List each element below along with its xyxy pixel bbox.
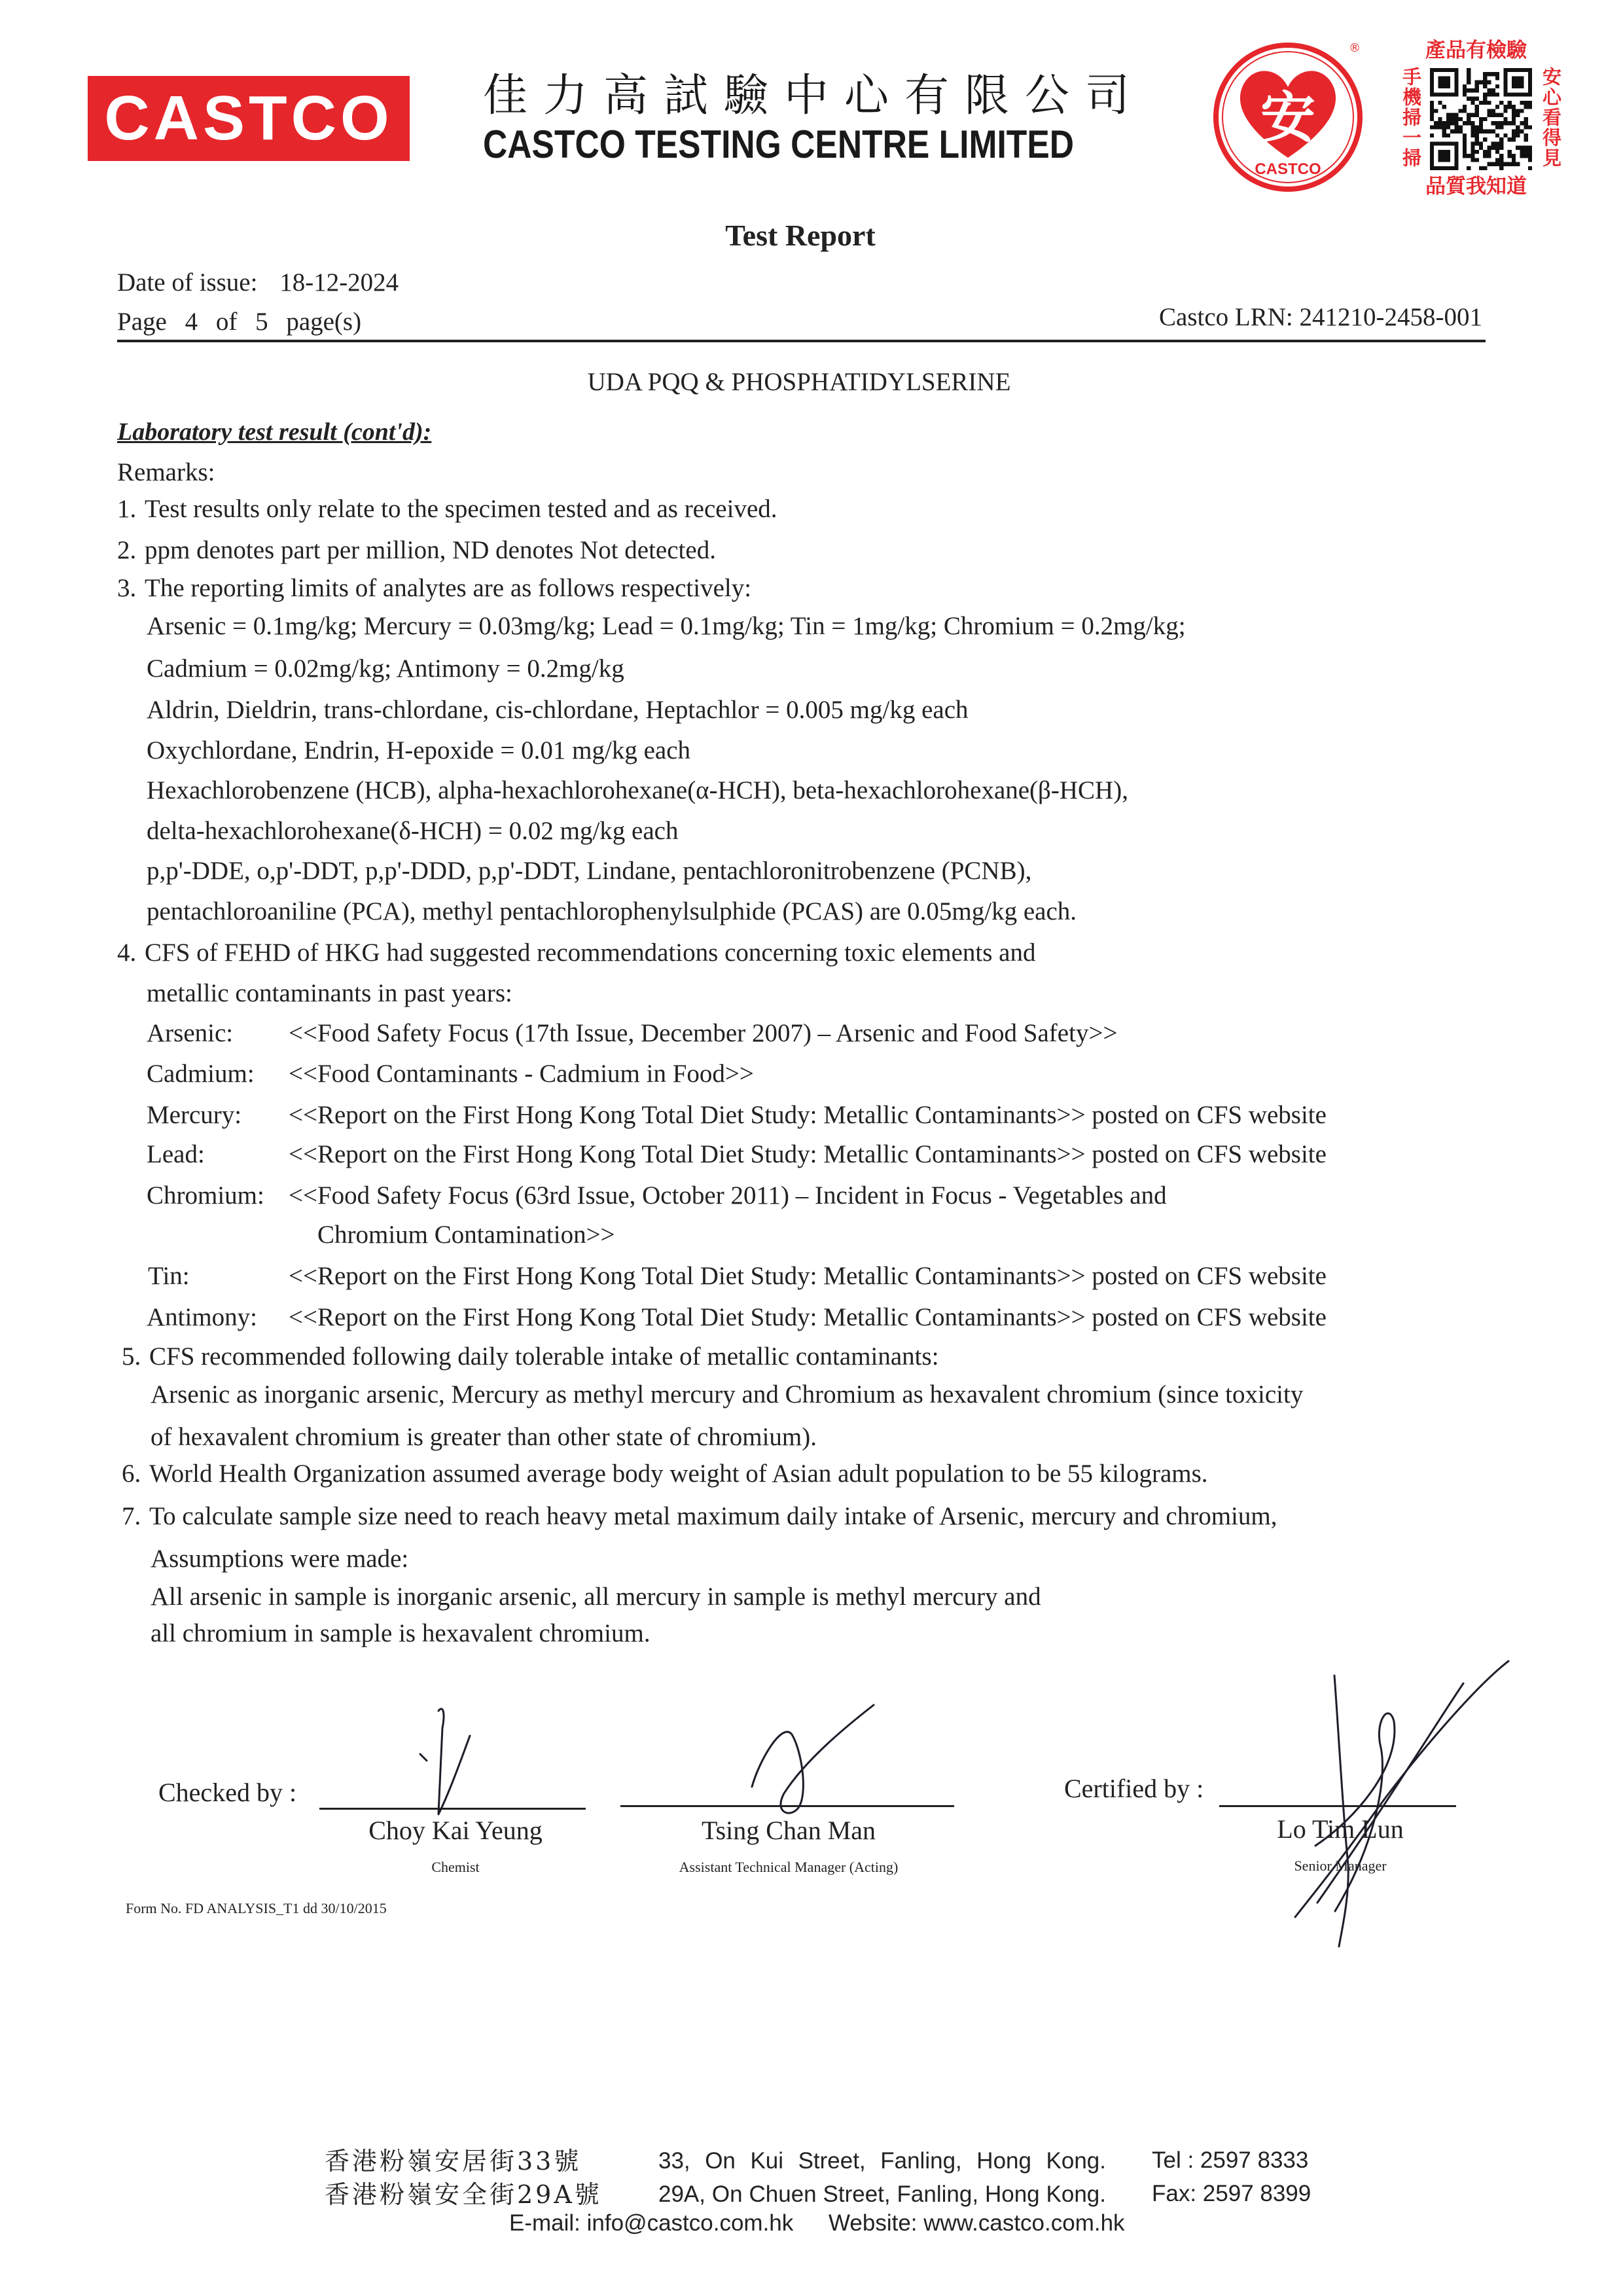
remark-continuation: all chromium in sample is hexavalent chromium.: [151, 1619, 651, 1647]
remark-text: Test results only relate to the specimen tested and as received.: [145, 495, 777, 523]
reference-text: <<Food Safety Focus (17th Issue, December 2007) – Arsenic and Food Safety>>: [289, 1019, 1118, 1047]
reference-label: Lead:: [147, 1140, 205, 1168]
issue-date-label: Date of issue:: [117, 268, 258, 296]
lrn-label: Castco LRN:: [1159, 303, 1293, 331]
qr-code-icon[interactable]: [1430, 68, 1532, 170]
remark-text: To calculate sample size need to reach heavy metal maximum daily intake of Arsenic, mercury and chromium,: [149, 1502, 1277, 1530]
signature-stroke: [438, 1736, 470, 1814]
remark-number: 2.: [117, 536, 137, 564]
remark-number: 4.: [117, 939, 137, 967]
page-of: of: [215, 308, 238, 336]
reporting-limit-line: Aldrin, Dieldrin, trans-chlordane, cis-chlordane, Heptachlor = 0.005 mg/kg each: [147, 696, 969, 724]
seal-text: CASTCO: [1255, 160, 1321, 178]
remark-continuation: metallic contaminants in past years:: [147, 979, 512, 1007]
qr-caption-left: 手機掃一掃: [1400, 67, 1422, 168]
signatory-title: Senior Manager: [1294, 1857, 1387, 1874]
remark-item-7: [122, 1501, 1277, 1532]
remark-number: 1.: [117, 495, 137, 523]
signatory-name: Lo Tim Lun: [1277, 1814, 1404, 1844]
signature-stroke: [420, 1754, 427, 1761]
remark-text: ppm denotes part per million, ND denotes Not detected.: [145, 536, 716, 564]
footer-email[interactable]: E-mail: info@castco.com.hk: [509, 2210, 794, 2236]
remarks-label: Remarks:: [117, 458, 215, 486]
footer-website[interactable]: Website: www.castco.com.hk: [829, 2210, 1125, 2236]
signature-stroke: [1334, 1676, 1348, 1946]
logo-text: CASTCO: [104, 83, 393, 153]
signature-stroke: [752, 1705, 874, 1813]
remark-number: 3.: [117, 574, 137, 602]
signature-tsing: [733, 1689, 890, 1820]
signatory-name: Tsing Chan Man: [701, 1816, 876, 1845]
signature-lo: [1276, 1649, 1525, 1964]
footer-telephone: Tel : 2597 8333: [1152, 2147, 1309, 2173]
reporting-limit-line: Oxychlordane, Endrin, H-epoxide = 0.01 mg/kg each: [147, 736, 691, 764]
qr-caption-right: 安心看得見: [1540, 67, 1562, 168]
remark-continuation: Assumptions were made:: [151, 1545, 409, 1573]
remark-number: 7.: [122, 1502, 141, 1530]
remark-text: CFS recommended following daily tolerable intake of metallic contaminants:: [149, 1342, 939, 1371]
signatory-name: Choy Kai Yeung: [368, 1816, 543, 1845]
signatory-title: Chemist: [431, 1859, 480, 1875]
remark-continuation: of hexavalent chromium is greater than other state of chromium).: [151, 1423, 817, 1451]
footer-address-zh: 香港粉嶺安居街33號: [325, 2147, 582, 2176]
remark-item-2: [117, 535, 716, 565]
remark-text: World Health Organization assumed average body weight of Asian adult population to be 55 kilograms.: [149, 1460, 1208, 1488]
header-divider: [117, 340, 1486, 342]
footer-fax: Fax: 2597 8399: [1152, 2181, 1311, 2206]
reference-text: <<Report on the First Hong Kong Total Diet Study: Metallic Contaminants>> posted on CFS website: [289, 1140, 1327, 1168]
reference-label: Tin:: [148, 1262, 190, 1290]
qr-caption-top: 產品有檢驗: [1425, 39, 1527, 62]
signature-stroke: [1317, 1683, 1463, 1903]
reference-text: <<Food Safety Focus (63rd Issue, October 2011) – Incident in Focus - Vegetables and: [289, 1181, 1167, 1210]
signatory-title: Assistant Technical Manager (Acting): [679, 1859, 899, 1875]
remark-continuation: Arsenic as inorganic arsenic, Mercury as methyl mercury and Chromium as hexavalent chromium (since toxicity: [151, 1380, 1304, 1408]
page-label: Page: [117, 308, 167, 336]
remark-number: 6.: [122, 1460, 141, 1488]
reference-label: Mercury:: [147, 1101, 242, 1129]
remark-item-3: [117, 573, 751, 603]
reporting-limit-line: delta-hexachlorohexane(δ-HCH) = 0.02 mg/kg each: [147, 817, 679, 845]
signature-stroke: [1315, 1713, 1395, 1911]
checked-by-label: Checked by :: [158, 1778, 297, 1807]
page-current: 4: [185, 308, 198, 336]
reference-label: Arsenic:: [147, 1019, 234, 1047]
lrn: [1159, 302, 1482, 332]
castco-logo: [88, 76, 410, 161]
remark-item-5: [122, 1342, 939, 1372]
remark-text: The reporting limits of analytes are as follows respectively:: [145, 574, 752, 602]
castco-seal-icon: [1209, 39, 1366, 196]
reference-label: Cadmium:: [147, 1060, 255, 1088]
qr-caption-bottom: 品質我知道: [1425, 175, 1527, 198]
remark-item-1: [117, 494, 777, 524]
company-name-zh: 佳力高試驗中心有限公司: [483, 70, 1146, 122]
issue-date-value: 18-12-2024: [279, 268, 399, 296]
remark-number: 5.: [122, 1342, 141, 1371]
reference-label: Chromium:: [147, 1181, 264, 1210]
reference-text: <<Report on the First Hong Kong Total Diet Study: Metallic Contaminants>> posted on CFS website: [289, 1303, 1327, 1331]
reference-label: Antimony:: [147, 1303, 258, 1331]
remark-item-4: [117, 938, 1035, 968]
page-total: 5: [255, 308, 268, 336]
report-title: Test Report: [725, 219, 876, 252]
registered-mark: ®: [1349, 41, 1361, 55]
issue-date: [117, 268, 399, 298]
page-indicator: [117, 307, 361, 337]
reference-text: <<Report on the First Hong Kong Total Diet Study: Metallic Contaminants>> posted on CFS website: [289, 1101, 1327, 1129]
certified-by-label: Certified by :: [1064, 1774, 1204, 1803]
remark-item-6: [122, 1459, 1208, 1489]
company-name-en: CASTCO TESTING CENTRE LIMITED: [483, 122, 1074, 166]
signature-choy: [393, 1689, 497, 1833]
form-number: Form No. FD ANALYSIS_T1 dd 30/10/2015: [126, 1900, 387, 1916]
footer-address-zh: 香港粉嶺安全街29A號: [325, 2180, 602, 2209]
sample-name: UDA PQQ & PHOSPHATIDYLSERINE: [587, 368, 1011, 396]
reporting-limit-line: Hexachlorobenzene (HCB), alpha-hexachlorohexane(α-HCH), beta-hexachlorohexane(β-HCH),: [147, 776, 1128, 804]
lrn-value: 241210-2458-001: [1299, 303, 1482, 331]
page-suffix: page(s): [286, 308, 362, 336]
reference-text: <<Food Contaminants - Cadmium in Food>>: [289, 1060, 754, 1088]
reporting-limit-line: p,p'-DDE, o,p'-DDT, p,p'-DDD, p,p'-DDT, Lindane, pentachloronitrobenzene (PCNB),: [147, 857, 1032, 885]
footer-address-en: 33, On Kui Street, Fanling, Hong Kong.: [658, 2148, 1106, 2174]
signature-stroke: [438, 1709, 444, 1813]
remark-continuation: All arsenic in sample is inorganic arsenic, all mercury in sample is methyl mercury and: [151, 1583, 1041, 1611]
reporting-limit-line: pentachloroaniline (PCA), methyl pentachlorophenylsulphide (PCAS) are 0.05mg/kg each.: [147, 897, 1077, 925]
reporting-limit-line: Arsenic = 0.1mg/kg; Mercury = 0.03mg/kg; Lead = 0.1mg/kg; Tin = 1mg/kg; Chromium = 0.2mg/kg;: [147, 612, 1186, 640]
remark-text: CFS of FEHD of HKG had suggested recommendations concerning toxic elements and: [145, 939, 1036, 967]
reference-text-continuation: Chromium Contamination>>: [317, 1221, 615, 1249]
reference-text: <<Report on the First Hong Kong Total Diet Study: Metallic Contaminants>> posted on CFS website: [289, 1262, 1327, 1290]
section-heading: Laboratory test result (cont'd):: [117, 418, 432, 446]
reporting-limit-line: Cadmium = 0.02mg/kg; Antimony = 0.2mg/kg: [147, 655, 624, 683]
footer-address-en: 29A, On Chuen Street, Fanling, Hong Kong.: [658, 2181, 1106, 2207]
seal-char: 安: [1260, 85, 1316, 150]
signature-stroke: [1295, 1661, 1508, 1917]
